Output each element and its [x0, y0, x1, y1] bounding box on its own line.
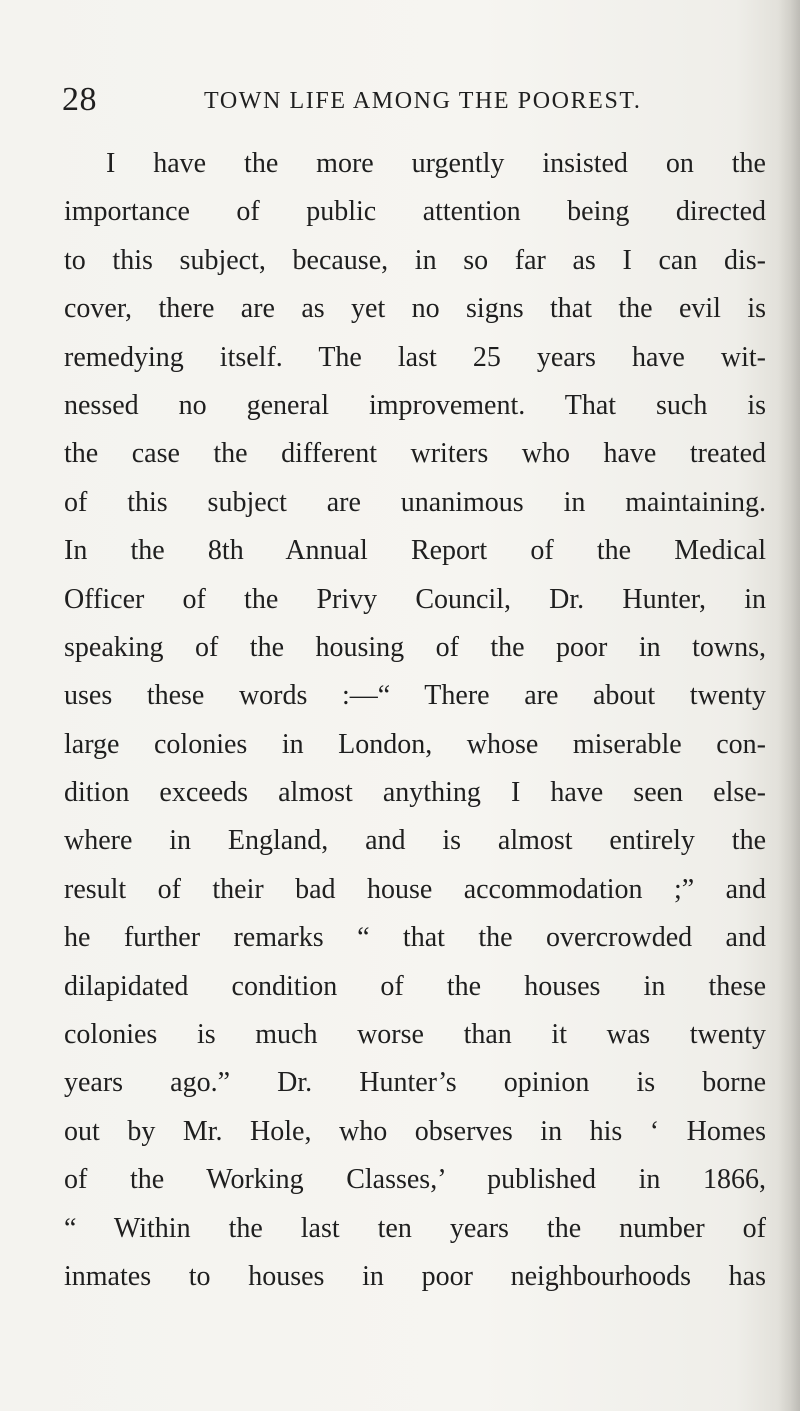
text-line: colonies is much worse than it was twenty: [64, 1019, 766, 1051]
text-line: he further remarks “ that the overcrowded and: [64, 922, 766, 954]
page-number: 28: [62, 81, 97, 118]
text-line: of the Working Classes,’ published in 1866,: [64, 1164, 766, 1196]
text-line: Officer of the Privy Council, Dr. Hunter, in: [64, 583, 766, 615]
running-head: TOWN LIFE AMONG THE POOREST.: [204, 88, 642, 114]
text-line: of this subject are unanimous in maintaining.: [64, 486, 766, 518]
page-header: [62, 78, 762, 122]
text-line: nessed no general improvement. That such is: [64, 389, 766, 421]
text-line: inmates to houses in poor neighbourhoods has: [64, 1260, 766, 1292]
text-line: speaking of the housing of the poor in towns,: [64, 631, 766, 663]
body-paragraph: [64, 140, 766, 1301]
text-line: out by Mr. Hole, who observes in his ‘ Homes: [64, 1115, 766, 1147]
text-line: remedying itself. The last 25 years have wit-: [64, 341, 766, 373]
text-line: the case the different writers who have treated: [64, 438, 766, 470]
text-line: uses these words :—“ There are about twenty: [64, 680, 766, 712]
text-line: large colonies in London, whose miserable con-: [64, 728, 766, 760]
text-line: In the 8th Annual Report of the Medical: [64, 535, 766, 567]
text-line: dilapidated condition of the houses in these: [64, 970, 766, 1002]
text-line: I have the more urgently insisted on the: [106, 148, 766, 179]
page-edge-shadow: [778, 0, 800, 1411]
text-line: where in England, and is almost entirely the: [64, 825, 766, 857]
text-line: “ Within the last ten years the number of: [64, 1212, 766, 1244]
text-line: cover, there are as yet no signs that the evil is: [64, 293, 766, 325]
text-line: years ago.” Dr. Hunter’s opinion is borne: [64, 1067, 766, 1099]
text-line: to this subject, because, in so far as I can dis-: [64, 244, 766, 276]
text-line: importance of public attention being directed: [64, 196, 766, 228]
text-line: result of their bad house accommodation ;” and: [64, 873, 766, 905]
text-line: dition exceeds almost anything I have seen else-: [64, 777, 766, 809]
